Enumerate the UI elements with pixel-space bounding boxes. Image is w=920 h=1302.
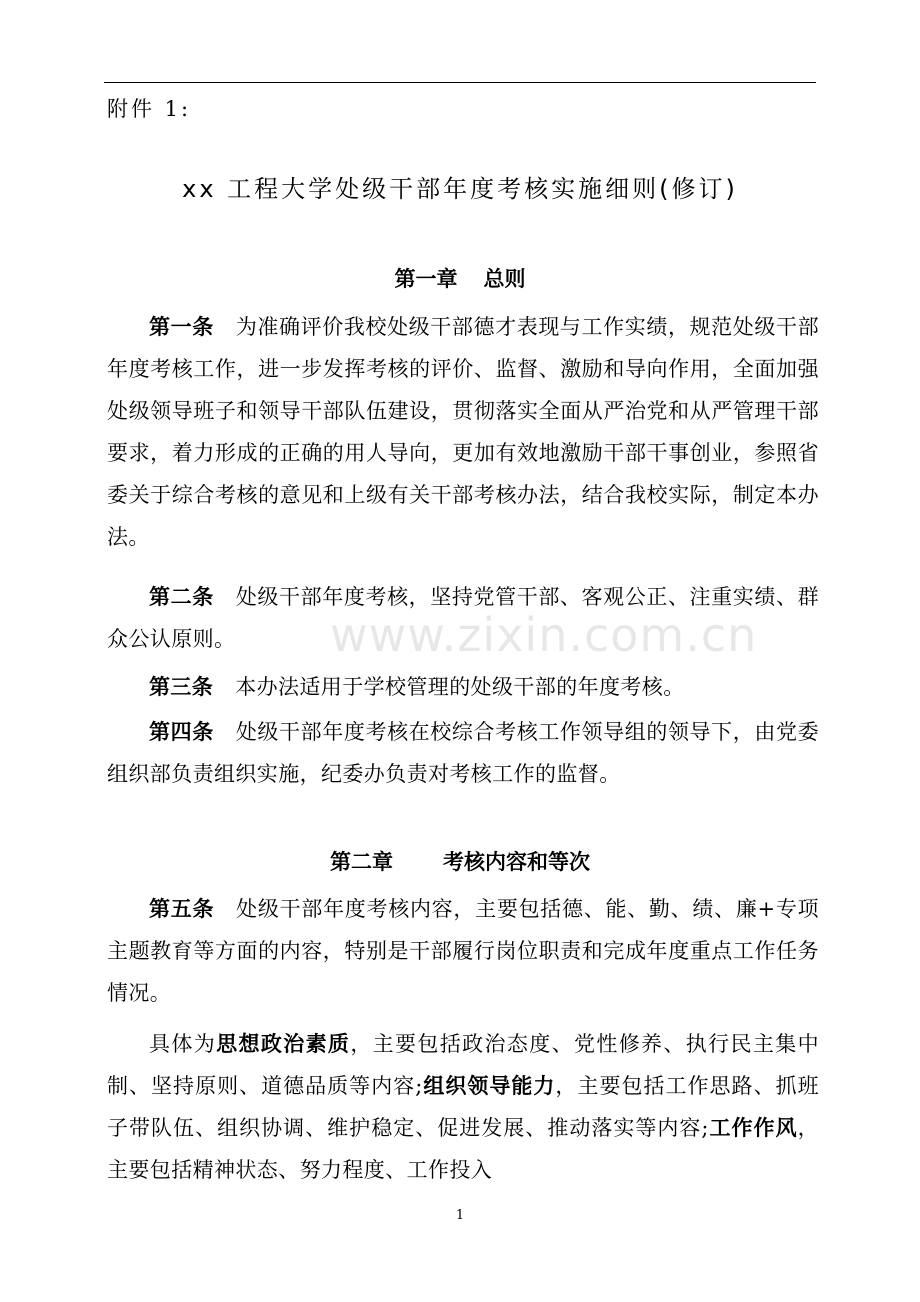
article-5 xyxy=(107,888,819,1014)
chapter-heading-1 xyxy=(0,264,920,294)
article-text: 处级干部年度考核内容，主要包括德、能、勤、绩、廉+专项主题教育等方面的内容，特别是干部履行岗位职责和完成年度重点工作任务情况。 xyxy=(107,897,819,1005)
detail-text: ，主要包括精神状态、努力程度、工作投入 xyxy=(107,1116,819,1182)
chapter-name: 总则 xyxy=(483,267,526,291)
page-number: 1 xyxy=(455,1208,465,1223)
article-text: 为准确评价我校处级干部德才表现与工作实绩，规范处级干部年度考核工作，进一步发挥考核的评价、监督、激励和导向作用，全面加强处级领导班子和领导干部队伍建设，贯彻落实全面从严治党和从严管理干部要求，着力形成的正确的用人导向，更加有效地激励干部干事创业，参照省委关于综合考核的意见和上级有关干部考核办法，结合我校实际，制定本办法。 xyxy=(107,315,819,549)
attachment-label: 附件 1: xyxy=(107,97,192,121)
article-label: 第五条 xyxy=(149,897,215,921)
watermark: www.zixin.com.cn xyxy=(330,608,758,662)
article-text: 处级干部年度考核在校综合考核工作领导组的领导下，由党委组织部负责组织实施，纪委办负责对考核工作的监督。 xyxy=(107,720,819,786)
article-label: 第三条 xyxy=(149,675,214,699)
chapter-label: 第一章 xyxy=(394,267,458,291)
detail-text: 具体为 xyxy=(149,1032,217,1056)
header-rule xyxy=(104,82,816,83)
detail-paragraph xyxy=(107,1023,819,1191)
keyword-work-style: 工作作风 xyxy=(708,1116,798,1140)
chapter-name: 考核内容和等次 xyxy=(443,850,590,874)
detail-text: ，主要包括工作思路、抓班子带队伍、组织协调、维护稳定、促进发展、推动落实等内容; xyxy=(107,1074,819,1140)
article-label: 第一条 xyxy=(149,315,214,339)
chapter-label: 第二章 xyxy=(330,850,393,874)
keyword-political-quality: 思想政治素质 xyxy=(216,1032,351,1056)
article-label: 第四条 xyxy=(149,720,214,744)
chapter-heading-2 xyxy=(0,847,920,877)
article-1 xyxy=(107,306,819,558)
document-title: xx 工程大学处级干部年度考核实施细则(修订) xyxy=(182,175,738,203)
detail-text: ，主要包括政治态度、党性修养、执行民主集中制、坚持原则、道德品质等内容; xyxy=(107,1032,820,1098)
article-text: 处级干部年度考核，坚持党管干部、客观公正、注重实绩、群众公认原则。 xyxy=(107,585,819,651)
article-4 xyxy=(107,711,819,795)
keyword-leadership: 组织领导能力 xyxy=(422,1074,556,1098)
article-3 xyxy=(107,666,819,708)
article-text: 本办法适用于学校管理的处级干部的年度考核。 xyxy=(235,675,685,699)
article-label: 第二条 xyxy=(149,585,214,609)
